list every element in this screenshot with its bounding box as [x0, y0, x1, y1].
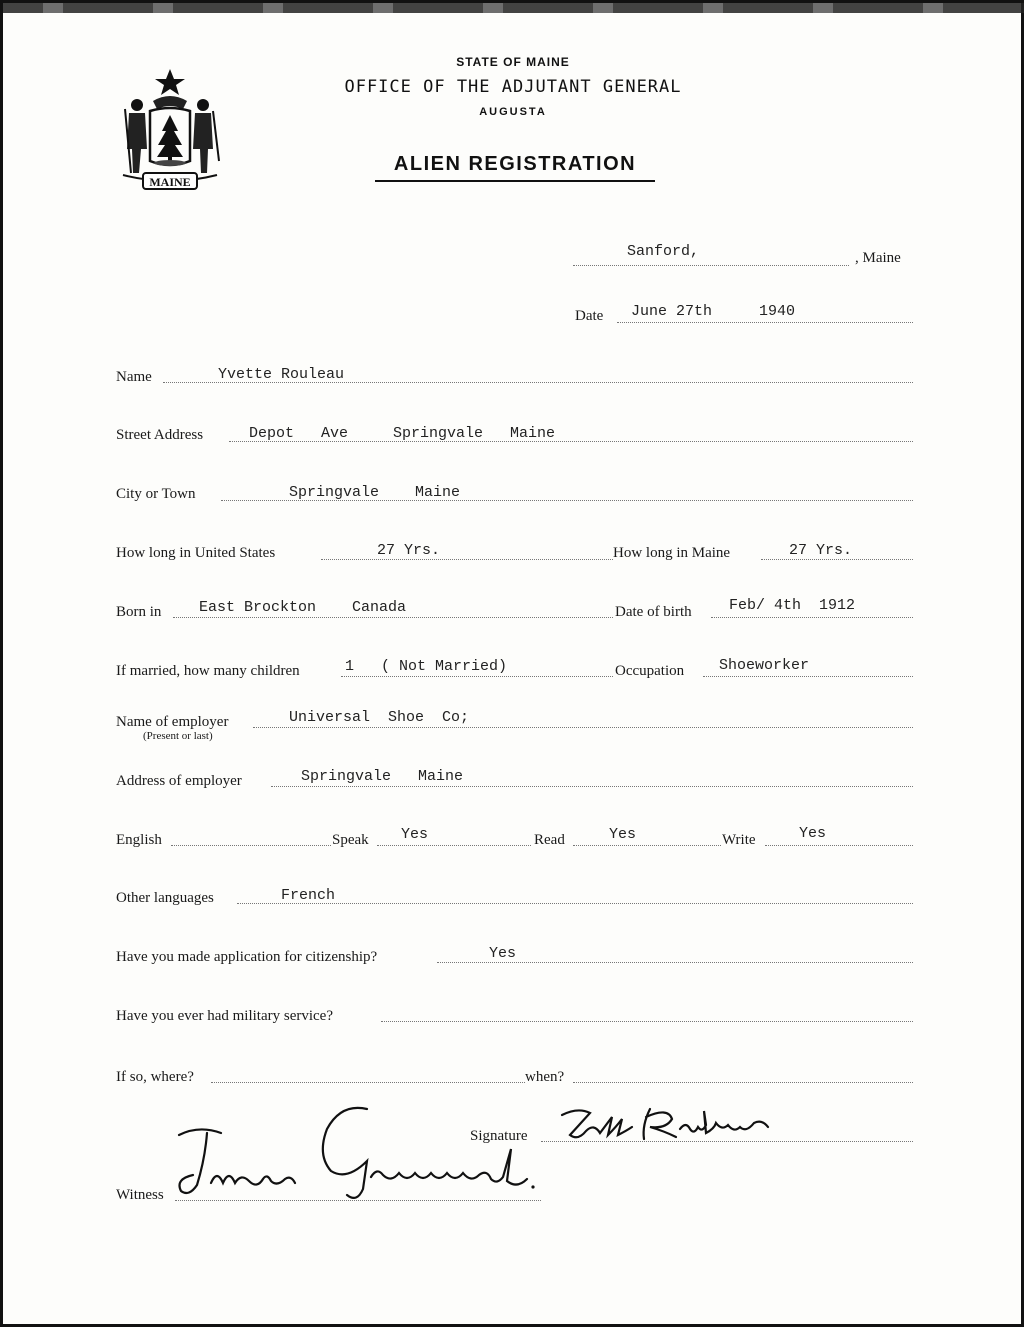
- city-value: Springvale Maine: [289, 484, 461, 501]
- state-seal-icon: [115, 65, 225, 195]
- english-line: [171, 845, 331, 846]
- citizenship-line: [437, 962, 913, 963]
- write-line: [765, 845, 913, 846]
- date-of-birth-label: Date of birth: [615, 604, 692, 620]
- street-address-label: Street Address: [116, 427, 204, 443]
- children-value: 1 ( Not Married): [345, 658, 508, 675]
- how-long-maine-value: 27 Yrs.: [789, 542, 853, 559]
- english-label: English: [116, 832, 162, 848]
- how-long-us-line: [321, 559, 613, 560]
- header-office: OFFICE OF THE ADJUTANT GENERAL: [344, 77, 682, 97]
- speak-line: [377, 845, 531, 846]
- read-line: [573, 845, 721, 846]
- other-languages-label: Other languages: [116, 890, 214, 906]
- name-label: Name: [116, 369, 152, 385]
- write-label: Write: [722, 832, 756, 848]
- header-state: STATE OF MAINE: [456, 55, 570, 69]
- witness-label: Witness: [116, 1187, 164, 1203]
- employer-label: Name of employer: [116, 714, 229, 730]
- name-value: Yvette Rouleau: [218, 366, 345, 383]
- employer-address-label: Address of employer: [116, 773, 242, 789]
- signature-handwriting: [548, 1101, 778, 1151]
- date-of-birth-line: [711, 617, 913, 618]
- write-value: Yes: [799, 825, 827, 842]
- other-languages-line: [237, 903, 913, 904]
- form-title: ALIEN REGISTRATION: [375, 153, 655, 182]
- date-line: [617, 322, 913, 323]
- place-suffix: , Maine: [855, 250, 901, 266]
- speak-label: Speak: [332, 832, 369, 848]
- date-label: Date: [575, 308, 604, 324]
- military-line: [381, 1021, 913, 1022]
- place-value: Sanford,: [627, 243, 700, 260]
- speak-value: Yes: [401, 826, 429, 843]
- how-long-us-value: 27 Yrs.: [377, 542, 441, 559]
- place-line: [573, 265, 849, 266]
- header-city: AUGUSTA: [479, 106, 547, 118]
- children-label: If married, how many children: [116, 663, 300, 679]
- employer-sublabel: (Present or last): [143, 730, 213, 742]
- other-languages-value: French: [281, 887, 336, 904]
- when-label: when?: [525, 1069, 565, 1085]
- how-long-maine-line: [761, 559, 913, 560]
- employer-value: Universal Shoe Co;: [289, 709, 470, 726]
- when-line: [573, 1082, 913, 1083]
- born-in-value: East Brockton Canada: [199, 599, 407, 616]
- where-label: If so, where?: [116, 1069, 194, 1085]
- svg-text:MAINE: MAINE: [149, 175, 191, 189]
- city-label: City or Town: [116, 486, 196, 502]
- signature-label: Signature: [470, 1128, 528, 1144]
- how-long-us-label: How long in United States: [116, 545, 276, 561]
- read-value: Yes: [609, 826, 637, 843]
- occupation-line: [703, 676, 913, 677]
- citizenship-label: Have you made application for citizenship?: [116, 949, 378, 965]
- born-in-line: [173, 617, 613, 618]
- where-line: [211, 1082, 525, 1083]
- date-of-birth-value: Feb/ 4th 1912: [729, 597, 856, 614]
- date-value: June 27th: [631, 303, 713, 320]
- scan-edge: [3, 3, 1024, 13]
- children-line: [341, 676, 613, 677]
- date-year: 1940: [759, 303, 796, 320]
- citizenship-value: Yes: [489, 945, 517, 962]
- read-label: Read: [534, 832, 565, 848]
- how-long-maine-label: How long in Maine: [613, 545, 731, 561]
- occupation-label: Occupation: [615, 663, 685, 679]
- employer-line: [253, 727, 913, 728]
- employer-address-value: Springvale Maine: [301, 768, 464, 785]
- military-label: Have you ever had military service?: [116, 1008, 333, 1024]
- born-in-label: Born in: [116, 604, 162, 620]
- occupation-value: Shoeworker: [719, 657, 810, 674]
- street-address-value: Depot Ave Springvale Maine: [249, 425, 556, 442]
- witness-handwriting: [171, 1099, 541, 1211]
- employer-address-line: [271, 786, 913, 787]
